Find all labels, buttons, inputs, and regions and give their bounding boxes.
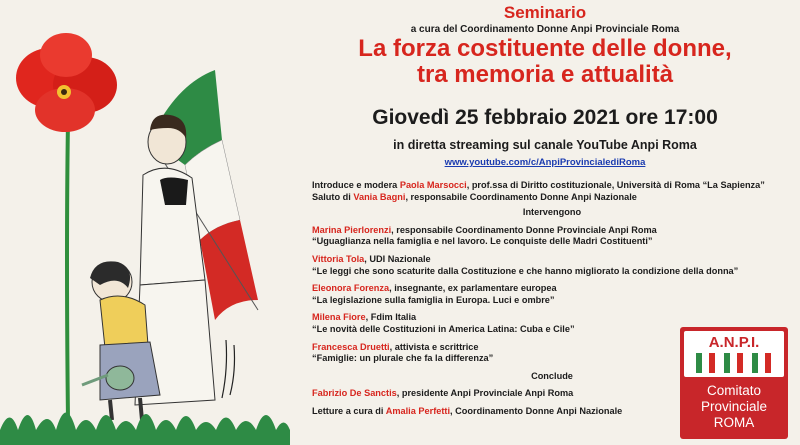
- speaker-name: Marina Pierlorenzi: [312, 224, 392, 235]
- event-date: Giovedì 25 febbraio 2021 ore 17:00: [372, 106, 718, 129]
- speaker-name: Eleonora Forenza: [312, 283, 390, 294]
- logo-acronym: A.N.P.I.: [708, 334, 760, 351]
- speaker-topic: “Le leggi che sono scaturite dalla Costituzione e che hanno migliorato la condizione della donna”: [312, 265, 739, 276]
- speakers-heading: Intervengono: [522, 207, 582, 218]
- title-line-2: tra memoria e attualità: [416, 61, 674, 88]
- logo-line-1: Comitato: [706, 383, 762, 398]
- moderator-line: Introduce e modera Paola Marsocci, prof.ssa di Diritto costituzionale, Università di Roma “La Sapienza”: [312, 180, 765, 190]
- event-title: [290, 36, 800, 88]
- speaker-item: Vittoria Tola, UDI Nazionale “Le leggi che sono scaturite dalla Costituzione e che hanno migliorato la condizione della donna”: [312, 254, 792, 277]
- seminar-label: Seminario: [503, 3, 587, 22]
- speaker-name: Vittoria Tola: [312, 253, 365, 264]
- speaker-item: Marina Pierlorenzi, responsabile Coordinamento Donne Provinciale Anpi Roma “Uguaglianza nella famiglia e nel lavoro. Le conquiste delle Madri Costituenti”: [312, 225, 792, 248]
- streaming-info: in diretta streaming sul canale YouTube Anpi Roma: [393, 138, 697, 152]
- tricolor-stripes-icon: [694, 353, 774, 373]
- readings-line: Letture a cura di Amalia Perfetti, Coordinamento Donne Anpi Nazionale: [312, 405, 623, 416]
- conclusion-name: Fabrizio De Sanctis: [312, 388, 397, 399]
- speaker-topic: “Le novità delle Costituzioni in America Latina: Cuba e Cile”: [312, 323, 575, 334]
- greeting-name: Vania Bagni: [353, 191, 406, 202]
- youtube-link[interactable]: www.youtube.com/c/AnpiProvincialediRoma: [444, 157, 646, 168]
- title-line-1: La forza costituente delle donne,: [358, 35, 732, 62]
- organizer-line: a cura del Coordinamento Donne Anpi Provinciale Roma: [410, 24, 680, 35]
- anpi-logo: [680, 327, 788, 439]
- speaker-topic: “La legislazione sulla famiglia in Europa. Luci e ombre”: [312, 294, 555, 305]
- conclusion-line: Fabrizio De Sanctis, presidente Anpi Provinciale Anpi Roma: [312, 388, 574, 399]
- illustration: [0, 0, 290, 445]
- moderator-name: Paola Marsocci: [399, 180, 467, 190]
- conclusion-heading: Conclude: [531, 370, 573, 381]
- speaker-item: Eleonora Forenza, insegnante, ex parlamentare europea “La legislazione sulla famiglia in Europa. Luci e ombre”: [312, 283, 792, 306]
- speaker-topic: “Uguaglianza nella famiglia e nel lavoro. Le conquiste delle Madri Costituenti”: [312, 236, 653, 247]
- speaker-topic: “Famiglie: un plurale che fa la differenza”: [312, 353, 494, 364]
- speaker-name: Milena Fiore: [312, 312, 366, 323]
- artist-signature-icon: [222, 340, 235, 398]
- logo-emblem: [684, 331, 784, 377]
- speaker-item: Francesca Druetti, attivista e scrittrice “Famiglie: un plurale che fa la differenza”: [312, 342, 792, 365]
- grass-icon: [0, 413, 290, 445]
- speaker-item: Milena Fiore, Fdim Italia “Le novità delle Costituzioni in America Latina: Cuba e Cile”: [312, 312, 792, 335]
- logo-line-2: Provinciale: [700, 399, 768, 414]
- readings-name: Amalia Perfetti: [385, 405, 451, 416]
- speaker-name: Francesca Druetti: [312, 341, 390, 352]
- greeting-line: Saluto di Vania Bagni, responsabile Coordinamento Donne Anpi Nazionale: [312, 191, 637, 202]
- logo-line-3: ROMA: [713, 415, 755, 430]
